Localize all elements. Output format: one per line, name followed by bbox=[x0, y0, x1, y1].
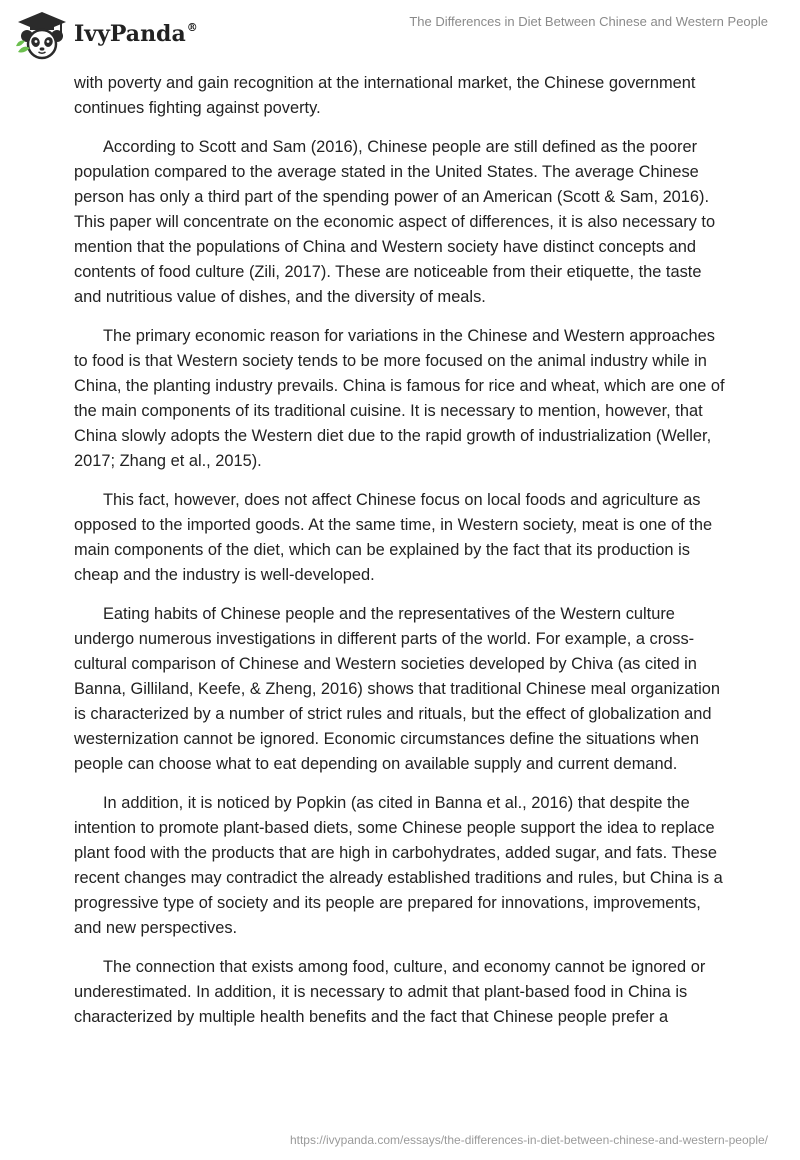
ivypanda-logo[interactable] bbox=[14, 8, 198, 60]
document-title: The Differences in Diet Between Chinese and Western People bbox=[409, 14, 768, 29]
essay-body bbox=[74, 71, 730, 1044]
paragraph: Eating habits of Chinese people and the representatives of the Western culture undergo numerous investigations in different parts of the world. For example, a cross-cultural comparison of Chinese and Western societies developed by Chiva (as cited in Banna, Gilliland, Keefe, & Zheng, 2016) shows that traditional Chinese meal organization is characterized by a number of strict rules and rituals, but the effect of globalization and westernization cannot be ignored. Economic circumstances define the situations when people can choose what to eat depending on available supply and current demand. bbox=[74, 605, 720, 773]
panda-graduate-icon bbox=[14, 8, 70, 60]
brand-name: IvyPanda® bbox=[74, 21, 198, 47]
paragraph: According to Scott and Sam (2016), Chinese people are still defined as the poorer population compared to the average stated in the United States. The average Chinese person has only a third part of the spending power of an American (Scott & Sam, 2016). This paper will concentrate on the economic aspect of differences, it is also necessary to mention that the populations of China and Western society have distinct concepts and contents of food culture (Zili, 2017). These are noticeable from their etiquette, the taste and nutritious value of dishes, and the diversity of meals. bbox=[74, 138, 716, 306]
paragraph: This fact, however, does not affect Chinese focus on local foods and agriculture as opposed to the imported goods. At the same time, in Western society, meat is one of the main components of the diet, which can be explained by the fact that its production is cheap and the industry is well-developed. bbox=[74, 491, 713, 584]
page-header bbox=[0, 0, 800, 66]
paragraph: In addition, it is noticed by Popkin (as cited in Banna et al., 2016) that despite the intention to promote plant-based diets, some Chinese people support the idea to replace plant food with the products that are high in carbohydrates, added sugar, and fats. These recent changes may contradict the already established traditions and rules, but China is a progressive type of society and its people are prepared for innovations, improvements, and new perspectives. bbox=[74, 794, 723, 937]
paragraph: The connection that exists among food, culture, and economy cannot be ignored or underestimated. In addition, it is necessary to admit that plant-based food in China is characterized by multiple health benefits and the fact that Chinese people prefer a bbox=[74, 958, 706, 1026]
paragraph: The primary economic reason for variations in the Chinese and Western approaches to food is that Western society tends to be more focused on the animal industry while in China, the planting industry prevails. China is famous for rice and wheat, which are one of the main components of its traditional cuisine. It is necessary to mention, however, that China slowly adopts the Western diet due to the rapid growth of industrialization (Weller, 2017; Zhang et al., 2015). bbox=[74, 327, 725, 470]
paragraph: with poverty and gain recognition at the international market, the Chinese government continues fighting against poverty. bbox=[74, 74, 696, 117]
registered-mark: ® bbox=[186, 21, 198, 34]
source-url-link[interactable]: https://ivypanda.com/essays/the-differences-in-diet-between-chinese-and-western-people/ bbox=[289, 1133, 768, 1147]
